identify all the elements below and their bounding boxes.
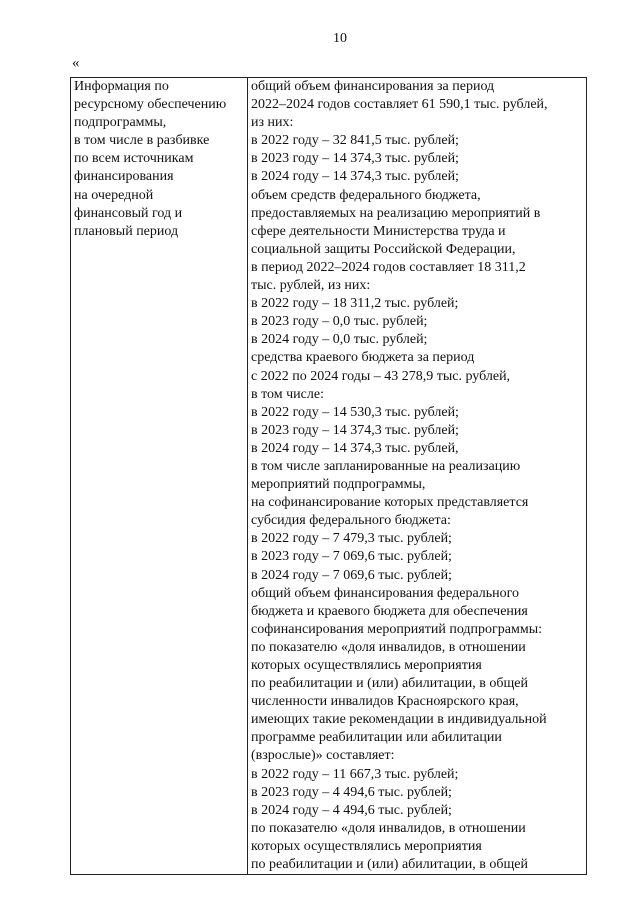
content-line: объем средств федерального бюджета,	[251, 187, 481, 203]
label-line: по всем источникам	[74, 151, 194, 167]
label-line: плановый период	[74, 223, 179, 239]
content-line: по реабилитации и (или) абилитации, в общей	[251, 857, 528, 873]
content-line: софинансирования мероприятий подпрограммы:	[251, 621, 543, 637]
content-line: предоставляемых на реализацию мероприятий в	[251, 205, 541, 221]
content-line: в 2024 году – 0,0 тыс. рублей;	[251, 332, 428, 348]
content-line: социальной защиты Российской Федерации,	[251, 241, 516, 257]
opening-quote-mark: «	[72, 55, 80, 71]
content-line: которых осуществлялись мероприятия	[251, 658, 482, 673]
content-line: субсидия федерального бюджета:	[251, 513, 451, 529]
content-line: (взрослые)» составляет:	[251, 748, 395, 764]
content-cell	[248, 78, 587, 875]
content-line: в том числе:	[251, 386, 324, 402]
content-line: в 2022 году – 11 667,3 тыс. рублей;	[251, 766, 459, 782]
resource-info-table	[70, 77, 587, 875]
content-line: общий объем финансирования федерального	[251, 585, 520, 601]
label-line: финансирования	[74, 169, 174, 185]
content-line: в 2023 году – 0,0 тыс. рублей;	[251, 314, 428, 330]
content-line: мероприятий подпрограммы,	[251, 477, 426, 493]
content-line: в том числе запланированные на реализацию	[251, 458, 521, 474]
content-line: по показателю «доля инвалидов, в отношении	[251, 820, 526, 836]
content-line: в 2024 году – 7 069,6 тыс. рублей;	[251, 567, 452, 583]
content-line: в 2023 году – 4 494,6 тыс. рублей;	[251, 784, 452, 800]
content-line: по показателю «доля инвалидов, в отношении	[251, 639, 526, 655]
content-line: 2022–2024 годов составляет 61 590,1 тыс. рублей,	[251, 97, 548, 113]
label-line: подпрограммы,	[74, 115, 167, 131]
content-line: бюджета и краевого бюджета для обеспечения	[251, 603, 528, 619]
content-line: общий объем финансирования за период	[251, 79, 495, 94]
label-line: ресурсному обеспечению	[74, 97, 227, 113]
label-line: на очередной	[74, 187, 154, 203]
content-line: которых осуществлялись мероприятия	[251, 838, 482, 854]
content-line: по реабилитации и (или) абилитации, в общей	[251, 676, 528, 692]
label-cell	[71, 78, 248, 875]
content-line: тыс. рублей, из них:	[251, 278, 371, 294]
content-line: с 2022 по 2024 годы – 43 278,9 тыс. рублей,	[251, 368, 511, 384]
page-number: 10	[333, 31, 347, 46]
content-line: в 2023 году – 14 374,3 тыс. рублей;	[251, 422, 459, 438]
content-line: в 2022 году – 18 311,2 тыс. рублей;	[251, 296, 459, 312]
content-line: численности инвалидов Красноярского края,	[251, 694, 519, 710]
content-line: программе реабилитации или абилитации	[251, 730, 502, 746]
content-line: в 2022 году – 14 530,3 тыс. рублей;	[251, 404, 459, 420]
content-line: в 2024 году – 14 374,3 тыс. рублей,	[251, 440, 459, 456]
content-line: в 2024 году – 14 374,3 тыс. рублей;	[251, 169, 459, 185]
label-line: финансовый год и	[74, 205, 183, 221]
content-line: средства краевого бюджета за период	[251, 350, 475, 366]
content-line: имеющих такие рекомендации в индивидуальной	[251, 712, 547, 728]
content-line: в 2023 году – 7 069,6 тыс. рублей;	[251, 549, 452, 565]
content-line: из них:	[251, 115, 294, 131]
content-line: в 2022 году – 7 479,3 тыс. рублей;	[251, 531, 452, 547]
content-line: в период 2022–2024 годов составляет 18 311,2	[251, 259, 526, 275]
label-line: в том числе в разбивке	[74, 133, 210, 149]
label-line: Информация по	[74, 79, 169, 94]
table-row	[71, 78, 587, 875]
content-line: в 2022 году – 32 841,5 тыс. рублей;	[251, 133, 459, 149]
content-line: сфере деятельности Министерства труда и	[251, 223, 506, 239]
content-line: в 2023 году – 14 374,3 тыс. рублей;	[251, 151, 459, 167]
content-line: на софинансирование которых представляется	[251, 495, 529, 511]
content-line: в 2024 году – 4 494,6 тыс. рублей;	[251, 802, 452, 818]
